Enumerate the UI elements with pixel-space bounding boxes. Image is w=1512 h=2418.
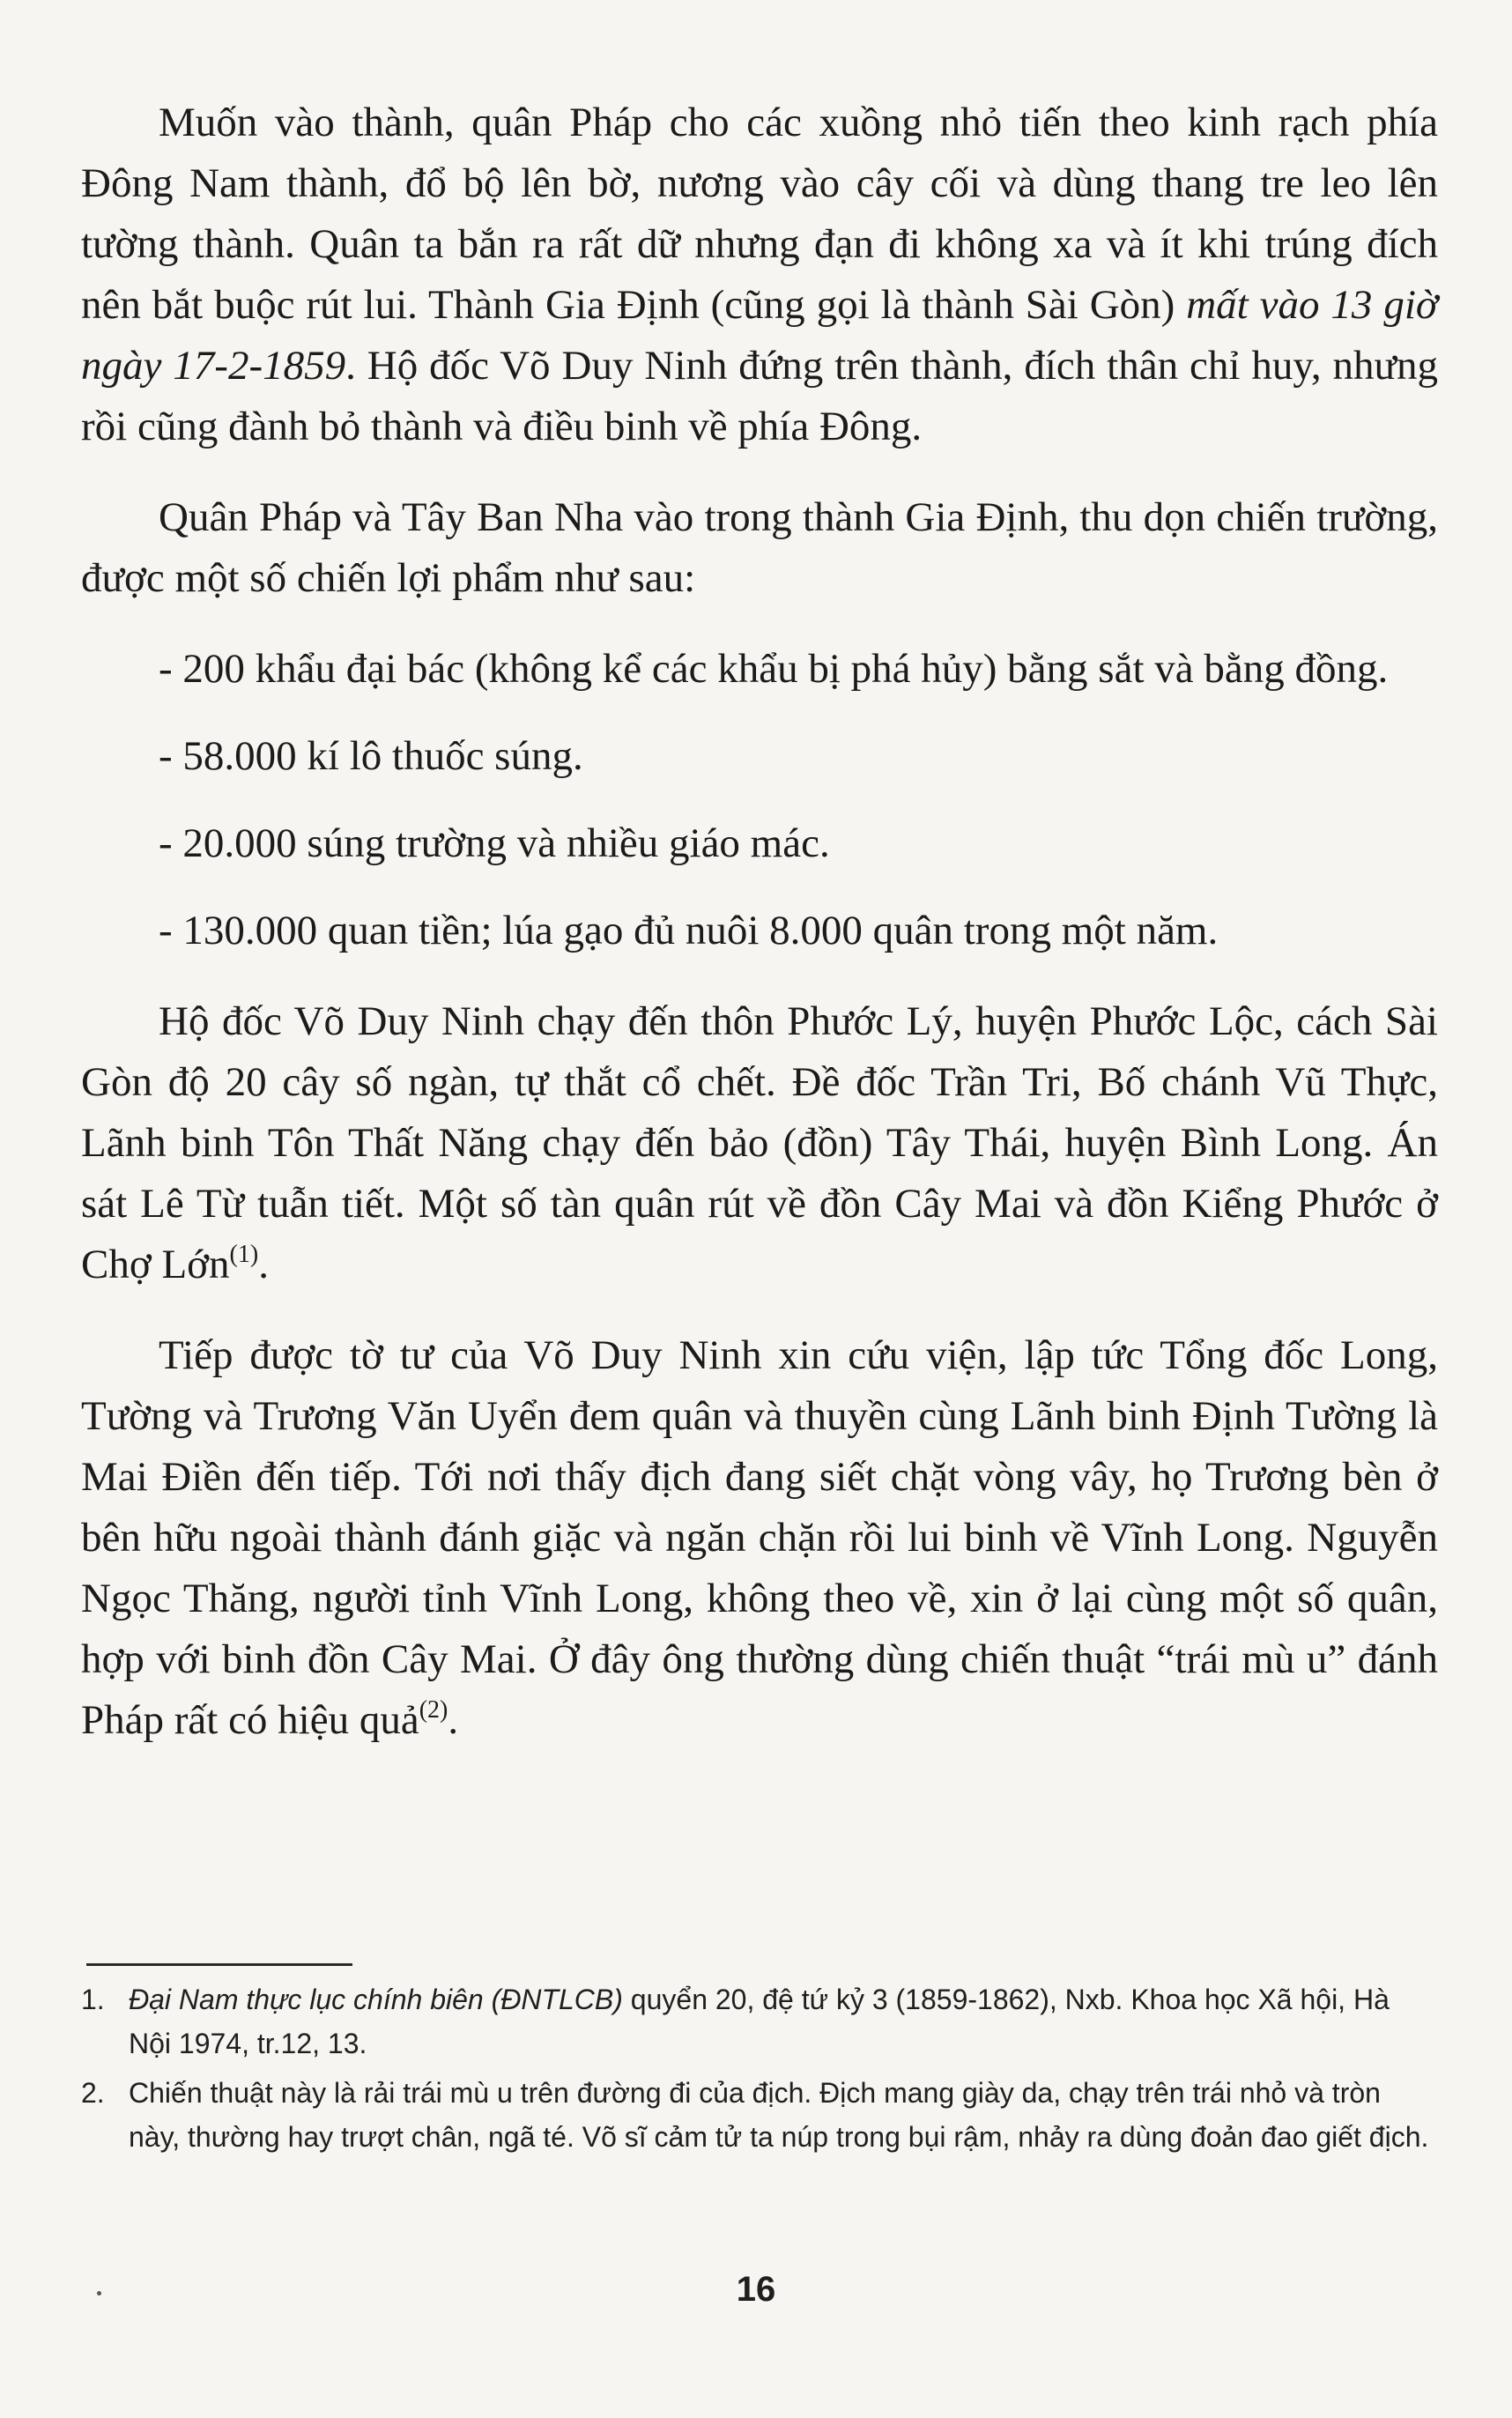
footnote-1-text: quyển 20, đệ tứ kỷ 3 (1859-1862), Nxb. Khoa học Xã hội, Hà Nội 1974, tr.12, 13. bbox=[129, 1984, 1390, 2059]
paragraph-1-emphasis: mất vào 13 giờ ngày 17-2-1859 bbox=[81, 282, 1438, 389]
paragraph-8 bbox=[81, 1325, 1438, 1751]
paragraph-1-text-before: Muốn vào thành, quân Pháp cho các xuồng nhỏ tiến theo kinh rạch phía Đông Nam thành, đổ bộ lên bờ, nương vào cây cối và dùng thang tre leo lên tường thành. Quân ta bắn ra rất dữ nhưng đạn đi không xa và ít khi trúng đích nên bắt buộc rút lui. Thành Gia Định (cũng gọi là thành Sài Gòn) bbox=[81, 100, 1438, 328]
footnote-1 bbox=[81, 1977, 1438, 2066]
footnote-1-number: 1. bbox=[81, 1984, 105, 2015]
paragraph-1-text-after: . Hộ đốc Võ Duy Ninh đứng trên thành, đích thân chỉ huy, nhưng rồi cũng đành bỏ thành và điều binh về phía Đông. bbox=[81, 343, 1438, 449]
main-text bbox=[81, 93, 1438, 1751]
paragraph-1 bbox=[81, 93, 1438, 457]
paragraph-8-end: . bbox=[448, 1697, 459, 1743]
paragraph-2: Quân Pháp và Tây Ban Nha vào trong thành Gia Định, thu dọn chiến trường, được một số chiến lợi phẩm như sau: bbox=[81, 494, 1438, 601]
list-item-rifles: - 20.000 súng trường và nhiều giáo mác. bbox=[159, 820, 830, 866]
footnotes bbox=[81, 1977, 1438, 2159]
paragraph-7 bbox=[81, 991, 1438, 1295]
paragraph-7-end: . bbox=[258, 1242, 269, 1287]
footnote-2 bbox=[81, 2071, 1438, 2159]
list-item-money: - 130.000 quan tiền; lúa gạo đủ nuôi 8.000 quân trong một năm. bbox=[159, 908, 1219, 953]
print-speck bbox=[97, 2291, 101, 2296]
footnote-2-number: 2. bbox=[81, 2077, 105, 2109]
footnote-2-text: Chiến thuật này là rải trái mù u trên đường đi của địch. Địch mang giày da, chạy trên trái nhỏ và tròn này, thường hay trượt chân, ngã té. Võ sĩ cảm tử ta núp trong bụi rậm, nhảy ra dùng đoản đao giết địch. bbox=[129, 2077, 1429, 2153]
footnote-ref-1[interactable]: (1) bbox=[229, 1241, 259, 1268]
footnote-1-body bbox=[129, 1977, 1438, 2066]
list-item-cannons: - 200 khẩu đại bác (không kể các khẩu bị phá hủy) bằng sắt và bằng đồng. bbox=[159, 646, 1389, 692]
footnote-ref-2[interactable]: (2) bbox=[419, 1696, 448, 1724]
footnote-1-title: Đại Nam thực lục chính biên (ĐNTLCB) bbox=[129, 1984, 623, 2015]
paragraph-8-text: Tiếp được tờ tư của Võ Duy Ninh xin cứu viện, lập tức Tổng đốc Long, Tường và Trương Văn Uyển đem quân và thuyền cùng Lãnh binh Định Tường là Mai Điền đến tiếp. Tới nơi thấy địch đang siết chặt vòng vây, họ Trương bèn ở bên hữu ngoài thành đánh giặc và ngăn chặn rồi lui binh về Vĩnh Long. Nguyễn Ngọc Thăng, người tỉnh Vĩnh Long, không theo về, xin ở lại cùng một số quân, hợp với binh đồn Cây Mai. Ở đây ông thường dùng chiến thuật “trái mù u” đánh Pháp rất có hiệu quả bbox=[81, 1332, 1438, 1743]
list-item-gunpowder: - 58.000 kí lô thuốc súng. bbox=[159, 733, 583, 779]
page-number: 16 bbox=[736, 2270, 776, 2309]
paragraph-7-text: Hộ đốc Võ Duy Ninh chạy đến thôn Phước Lý, huyện Phước Lộc, cách Sài Gòn độ 20 cây số ngàn, tự thắt cổ chết. Đề đốc Trần Tri, Bố chánh Vũ Thực, Lãnh binh Tôn Thất Năng chạy đến bảo (đồn) Tây Thái, huyện Bình Long. Án sát Lê Từ tuẫn tiết. Một số tàn quân rút về đồn Cây Mai và đồn Kiểng Phước ở Chợ Lớn bbox=[81, 998, 1438, 1287]
footnote-divider bbox=[86, 1963, 352, 1966]
